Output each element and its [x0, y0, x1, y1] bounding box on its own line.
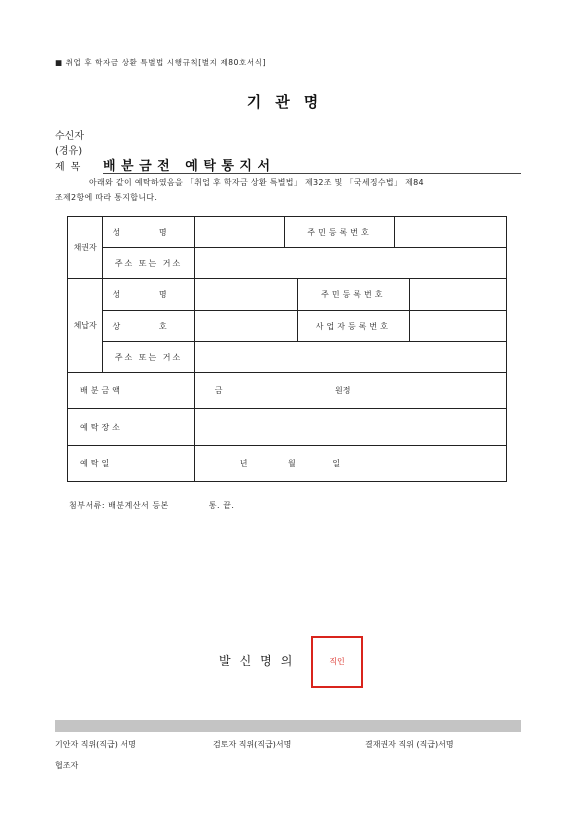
- distribution-amount-label: 배분금액: [68, 373, 195, 409]
- date-day-label: 일: [332, 459, 341, 468]
- deposit-date-value[interactable]: [194, 446, 506, 482]
- recipient-label: 수신자: [55, 131, 84, 142]
- body-line: 조제2항에 따라 통지합니다.: [55, 193, 158, 202]
- creditor-address-label: 주소 또는 거소: [103, 248, 194, 279]
- organization-title: 기관명: [246, 93, 333, 111]
- deposit-place-label: 예탁장소: [68, 409, 195, 446]
- reviewer-line: 검토자 직위(직급)서명: [213, 740, 292, 749]
- deposit-date-label: 예탁일: [68, 446, 195, 482]
- distribution-amount-value[interactable]: [194, 373, 506, 409]
- official-seal: 직인: [311, 636, 363, 688]
- amount-suffix: 원정: [335, 386, 351, 395]
- date-year-label: 년: [239, 459, 248, 468]
- approver-line: 결재권자 직위 (직급)서명: [365, 740, 454, 749]
- taxpayer-trade-name-label: 상 호: [103, 311, 194, 342]
- deposit-place-value[interactable]: [194, 409, 506, 446]
- drafter-line: 기안자 직위(직급) 서명: [55, 740, 136, 749]
- taxpayer-trade-name-value[interactable]: [194, 311, 297, 342]
- attachment-line: [69, 500, 234, 511]
- date-month-label: 월: [288, 459, 296, 468]
- taxpayer-address-value[interactable]: [194, 342, 506, 373]
- deposit-info-table: [67, 216, 507, 482]
- taxpayer-group-label: 체납자: [68, 279, 103, 373]
- creditor-rrn-label: 주민등록번호: [285, 217, 394, 248]
- document-title: 배분금전 예탁통지서: [103, 159, 276, 174]
- taxpayer-name-label: 성 명: [103, 279, 194, 311]
- amount-prefix: 금: [214, 386, 223, 395]
- footer-divider-bar: [55, 720, 521, 732]
- taxpayer-business-number-value[interactable]: [409, 311, 506, 342]
- subject-label: 제목: [55, 162, 87, 173]
- taxpayer-name-value[interactable]: [194, 279, 297, 311]
- form-reference-note: ■ 취업 후 학자금 상환 특별법 시행규칙[별지 제80호서식]: [55, 58, 267, 67]
- taxpayer-business-number-label: 사업자등록번호: [298, 311, 409, 342]
- creditor-group-label: 채권자: [68, 217, 103, 279]
- attachment-text: 첨부서류: 배분계산서 등본: [69, 501, 169, 510]
- creditor-name-value[interactable]: [194, 217, 285, 248]
- creditor-name-label: 성 명: [103, 217, 194, 248]
- body-paragraph: [55, 175, 523, 205]
- taxpayer-rrn-label: 주민등록번호: [298, 279, 409, 311]
- taxpayer-address-label: 주소 또는 거소: [103, 342, 194, 373]
- via-label: (경유): [55, 146, 83, 157]
- body-line: 아래와 같이 예탁하였음을 「취업 후 학자금 상환 특별법」 제32조 및 「국세징수법」 제84: [89, 178, 424, 187]
- creditor-address-value[interactable]: [194, 248, 506, 279]
- sender-title: 발신명의: [219, 654, 302, 668]
- attachment-suffix: 통. 끝.: [208, 501, 235, 510]
- creditor-rrn-value[interactable]: [394, 217, 506, 248]
- subject-underline: [103, 173, 521, 174]
- cooperator-line: 협조자: [55, 761, 79, 770]
- taxpayer-rrn-value[interactable]: [409, 279, 506, 311]
